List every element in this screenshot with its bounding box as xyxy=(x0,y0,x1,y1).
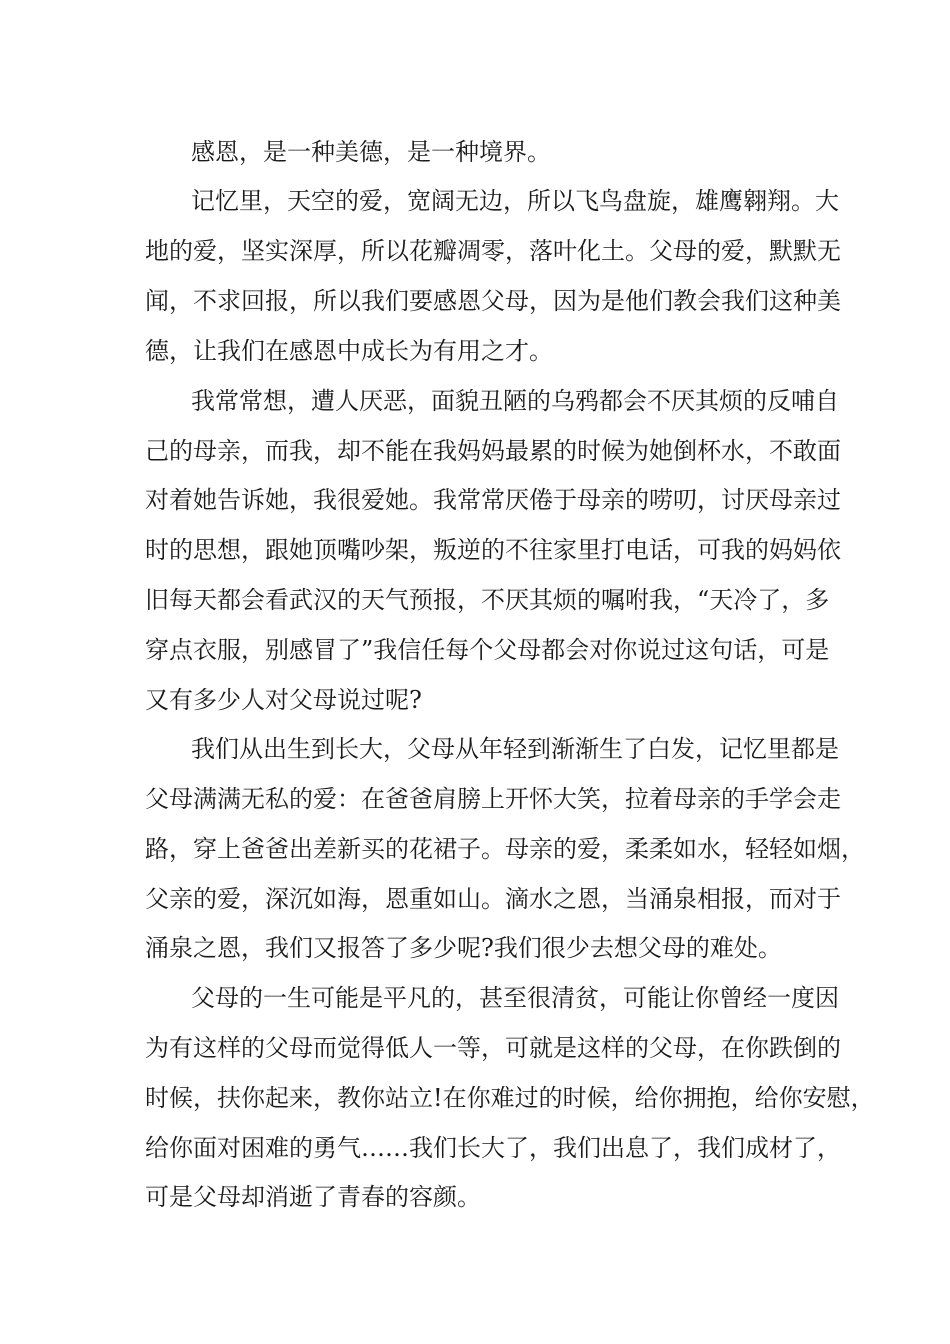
paragraph-5-line-4: 给你面对困难的勇气……我们长大了，我们出息了，我们成材了， xyxy=(145,1134,841,1162)
paragraph-3-line-3: 对着她告诉她，我很爱她。我常常厌倦于母亲的唠叨，讨厌母亲过 xyxy=(145,486,841,514)
paragraph-3-line-2: 己的母亲，而我，却不能在我妈妈最累的时候为她倒杯水，不敢面 xyxy=(145,437,841,465)
paragraph-3-line-1: 我常常想，遭人厌恶，面貌丑陋的乌鸦都会不厌其烦的反哺自 xyxy=(191,387,839,415)
paragraph-3-line-4: 时的思想，跟她顶嘴吵架，叛逆的不往家里打电话，可我的妈妈依 xyxy=(145,536,841,564)
paragraph-4-line-3: 路，穿上爸爸出差新买的花裙子。母亲的爱，柔柔如水，轻轻如烟， xyxy=(145,835,865,863)
paragraph-3-line-5: 旧每天都会看武汉的天气预报，不厌其烦的嘱咐我，“天冷了，多 xyxy=(145,586,830,614)
paragraph-4-line-4: 父亲的爱，深沉如海，恩重如山。滴水之恩，当涌泉相报，而对于 xyxy=(145,885,841,913)
paragraph-1-line-1: 感恩，是一种美德，是一种境界。 xyxy=(191,138,551,166)
paragraph-5-line-1: 父母的一生可能是平凡的，甚至很清贫，可能让你曾经一度因 xyxy=(191,984,839,1012)
paragraph-5-line-2: 为有这样的父母而觉得低人一等，可就是这样的父母，在你跌倒的 xyxy=(145,1034,841,1062)
paragraph-2-line-3: 闻，不求回报，所以我们要感恩父母，因为是他们教会我们这种美 xyxy=(145,287,841,315)
paragraph-5-line-3: 时候，扶你起来，教你站立!在你难过的时候，给你拥抱，给你安慰， xyxy=(145,1084,875,1112)
paragraph-2-line-1: 记忆里，天空的爱，宽阔无边，所以飞鸟盘旋，雄鹰翱翔。大 xyxy=(191,187,839,215)
paragraph-2-line-2: 地的爱，坚实深厚，所以花瓣凋零，落叶化土。父母的爱，默默无 xyxy=(145,237,841,265)
paragraph-4-line-1: 我们从出生到长大，父母从年轻到渐渐生了白发，记忆里都是 xyxy=(191,735,839,763)
paragraph-5-line-5: 可是父母却消逝了青春的容颜。 xyxy=(145,1183,481,1211)
paragraph-3-line-6: 穿点衣服，别感冒了”我信任每个父母都会对你说过这句话，可是 xyxy=(145,636,830,664)
paragraph-3-line-7: 又有多少人对父母说过呢? xyxy=(145,686,422,714)
paragraph-4-line-5: 涌泉之恩，我们又报答了多少呢?我们很少去想父母的难处。 xyxy=(145,934,782,962)
paragraph-2-line-4: 德，让我们在感恩中成长为有用之才。 xyxy=(145,337,553,365)
paragraph-4-line-2: 父母满满无私的爱：在爸爸肩膀上开怀大笑，拉着母亲的手学会走 xyxy=(145,785,841,813)
